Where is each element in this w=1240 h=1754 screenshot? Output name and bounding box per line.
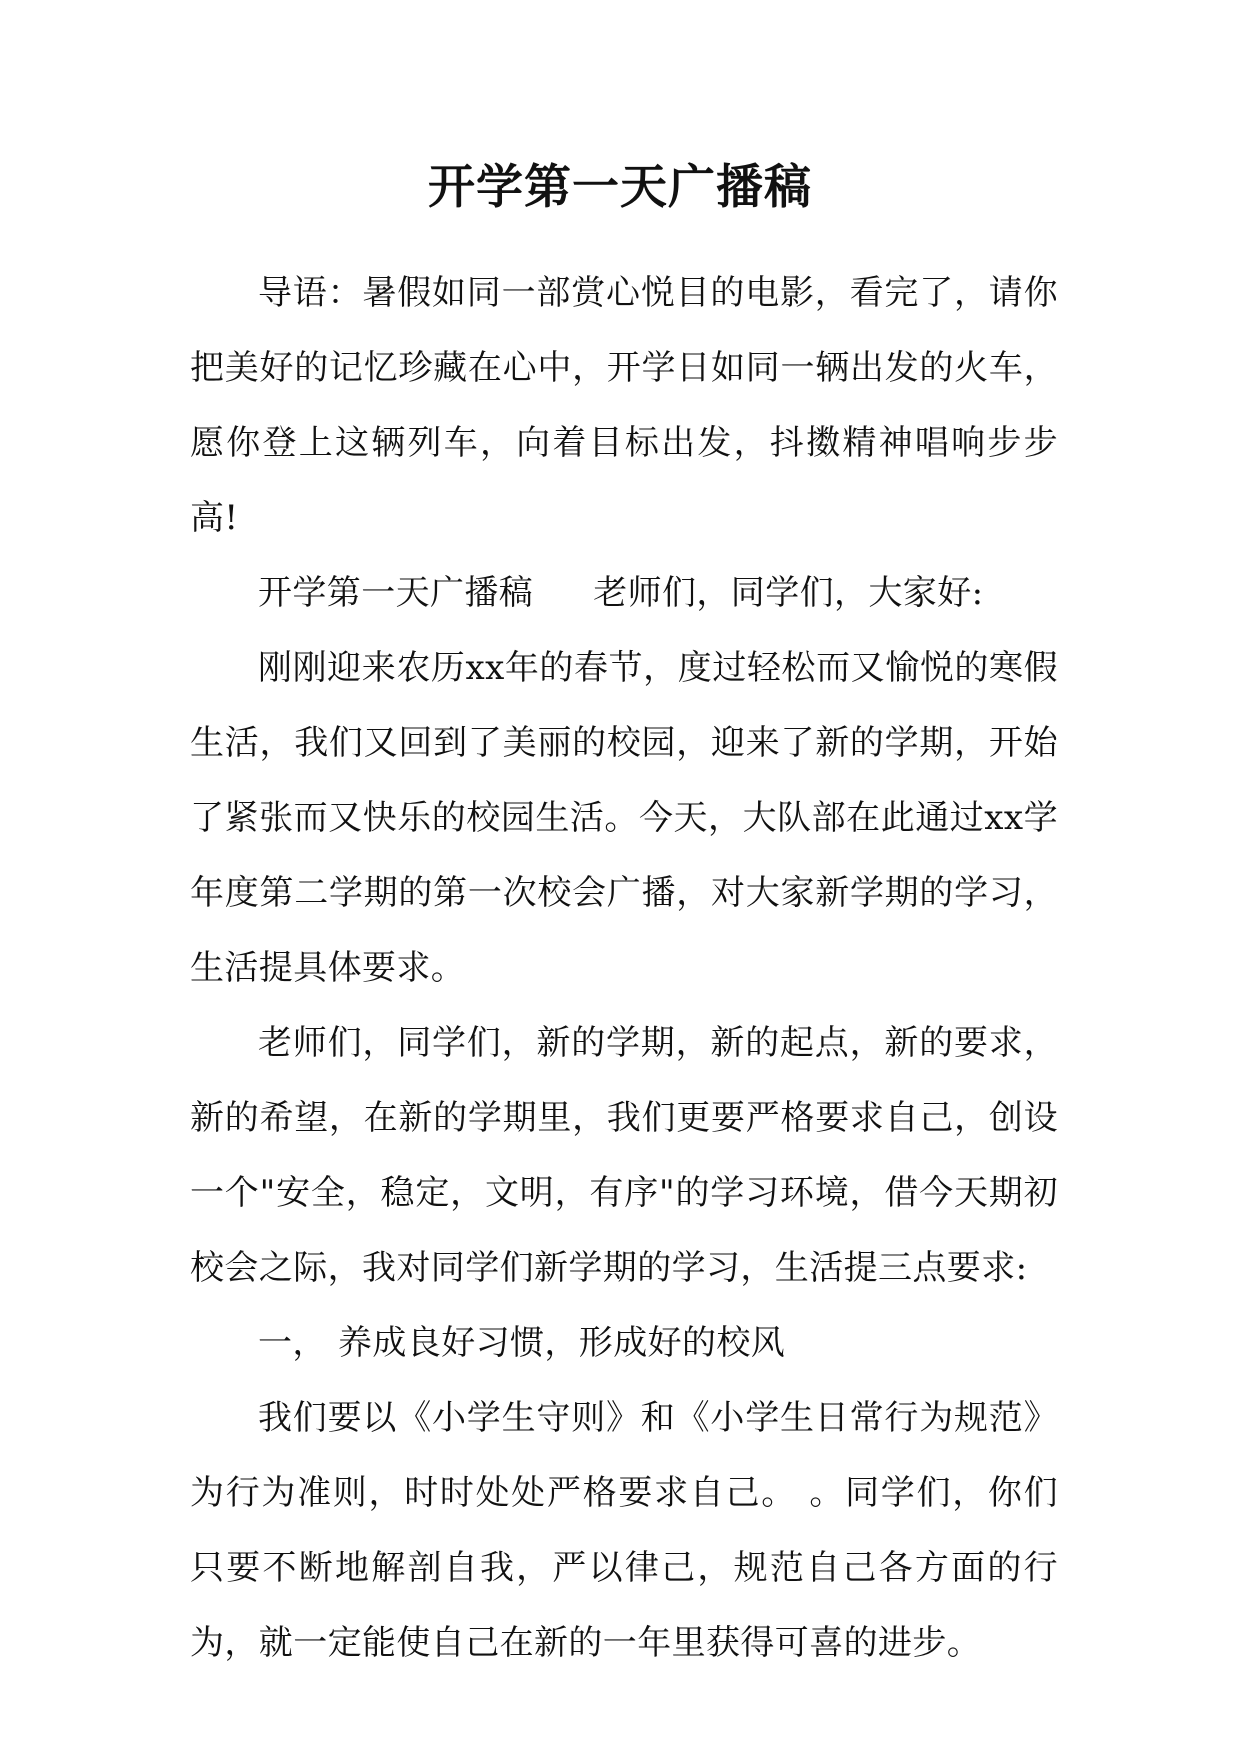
paragraph-greeting xyxy=(190,556,1058,631)
greeting-heading: 开学第一天广播稿 xyxy=(258,573,534,613)
paragraph-intro: 导语：暑假如同一部赏心悦目的电影，看完了，请你把美好的记忆珍藏在心中，开学日如同一辆出发的火车，愿你登上这辆列车，向着目标出发，抖擞精神唱响步步高! xyxy=(190,273,1058,538)
paragraph-rules: 我们要以《小学生守则》和《小学生日常行为规范》为行为准则，时时处处严格要求自己。 。同学们，你们只要不断地解剖自我，严以律己，规范自己各方面的行为，就一定能使自己在新的一年里获得可喜的进步。 xyxy=(190,1398,1058,1663)
paragraph-requirements: 老师们，同学们，新的学期，新的起点，新的要求，新的希望，在新的学期里，我们更要严格要求自己，创设一个"安全，稳定，文明，有序"的学习环境，借今天期初校会之际，我对同学们新学期的学习，生活提三点要求: xyxy=(190,1023,1058,1288)
paragraph-opening: 刚刚迎来农历xx年的春节，度过轻松而又愉悦的寒假生活，我们又回到了美丽的校园，迎来了新的学期，开始了紧张而又快乐的校园生活。今天，大队部在此通过xx学年度第二学期的第一次校会广播，对大家新学期的学习，生活提具体要求。 xyxy=(190,648,1058,988)
greeting-salutation: 老师们，同学们，大家好: xyxy=(593,573,984,613)
document-body xyxy=(190,256,1058,1681)
page-title: 开学第一天广播稿 xyxy=(428,160,812,215)
section-heading-one: 一， 养成良好习惯，形成好的校风 xyxy=(258,1323,786,1363)
